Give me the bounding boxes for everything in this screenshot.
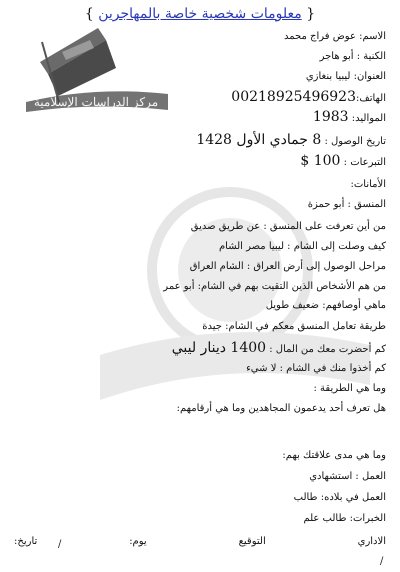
field-row: طريقة تعامل المنسق معكم في الشام: جيدة: [202, 321, 386, 332]
field-value: 1983: [312, 109, 349, 125]
field-value: 00218925496923: [231, 89, 356, 105]
title-text: معلومات شخصية خاصة بالمهاجرين: [98, 6, 302, 22]
title-brace-open: {: [301, 6, 316, 22]
field-value: 100 $: [300, 153, 341, 169]
title-brace-close: }: [84, 6, 99, 22]
field-row: الأمانات:: [350, 179, 386, 190]
signature-label: التوقيع: [238, 536, 266, 547]
logo-flag-emblem: [20, 22, 170, 112]
field-value: أبو هاجر: [319, 51, 354, 62]
field-row: كم أخذوا منك في الشام : لا شيء: [246, 363, 386, 374]
date-slash: /: [58, 539, 62, 550]
field-row: المنسق : أبو حمزة: [307, 199, 386, 210]
field-row: وما هي الطريقة :: [313, 383, 386, 394]
field-value: ضعيف طويل: [265, 300, 320, 311]
bottom-mark: /: [380, 556, 384, 567]
field-value: طالب علم: [303, 513, 347, 524]
day-label: يوم:: [129, 536, 147, 547]
field-row: من هم الأشخاص الذين التقيت بهم في الشام: أبو عمر: [163, 281, 386, 292]
field-row: وما هي مدى علاقتك بهم:: [282, 450, 386, 461]
field-value: جيدة: [202, 321, 222, 332]
field-value: أبو عمر: [163, 281, 195, 292]
logo-text: مركز الدراسات الإسلامية: [33, 95, 159, 109]
field-value: لا شيء: [246, 363, 277, 374]
signature-row: [14, 536, 386, 547]
field-row: الاسم: عوض فراج محمد: [283, 31, 386, 42]
field-value: 1400 دينار ليبي: [171, 340, 267, 356]
field-value: عوض فراج محمد: [283, 31, 356, 42]
field-value: أبو حمزة: [307, 199, 345, 210]
admin-label: الاداري: [357, 536, 386, 547]
field-value: طالب: [293, 492, 318, 503]
field-value: استشهادي: [309, 471, 353, 482]
field-value: الشام العراق: [189, 261, 244, 272]
field-value: ليبيا مصر الشام: [218, 241, 284, 252]
field-value: ليبيا بنغازي: [305, 71, 351, 82]
field-row: العمل : استشهادي: [309, 471, 386, 482]
field-row: التبرعات : 100 $: [300, 153, 386, 169]
field-row: الكنية : أبو هاجر: [319, 51, 386, 62]
field-row: كيف وصلت إلى الشام : ليبيا مصر الشام: [218, 241, 386, 252]
field-row: المواليد: 1983: [312, 109, 386, 125]
field-row: ماهي أوصافهم: ضعيف طويل: [265, 300, 386, 311]
field-value: 8 جمادي الأول 1428: [196, 132, 322, 148]
field-value: عن طريق صديق: [190, 221, 261, 232]
field-row: تاريخ الوصول : 8 جمادي الأول 1428: [196, 132, 386, 148]
page-title: [0, 6, 400, 22]
field-row: من أين تعرفت على المنسق : عن طريق صديق: [190, 221, 386, 232]
field-row: الهاتف:00218925496923: [231, 89, 386, 105]
field-row: هل تعرف أحد يدعمون المجاهدين وما هي أرقامهم:: [176, 403, 386, 414]
field-row: العمل في بلاده: طالب: [293, 492, 386, 503]
field-row: العنوان: ليبيا بنغازي: [305, 71, 386, 82]
field-row: كم أحضرت معك من المال : 1400 دينار ليبي: [171, 340, 386, 356]
date-label: تاريخ:: [14, 536, 38, 547]
field-row: الخبرات: طالب علم: [303, 513, 386, 524]
field-row: مراحل الوصول إلى أرض العراق : الشام العراق: [189, 261, 386, 272]
